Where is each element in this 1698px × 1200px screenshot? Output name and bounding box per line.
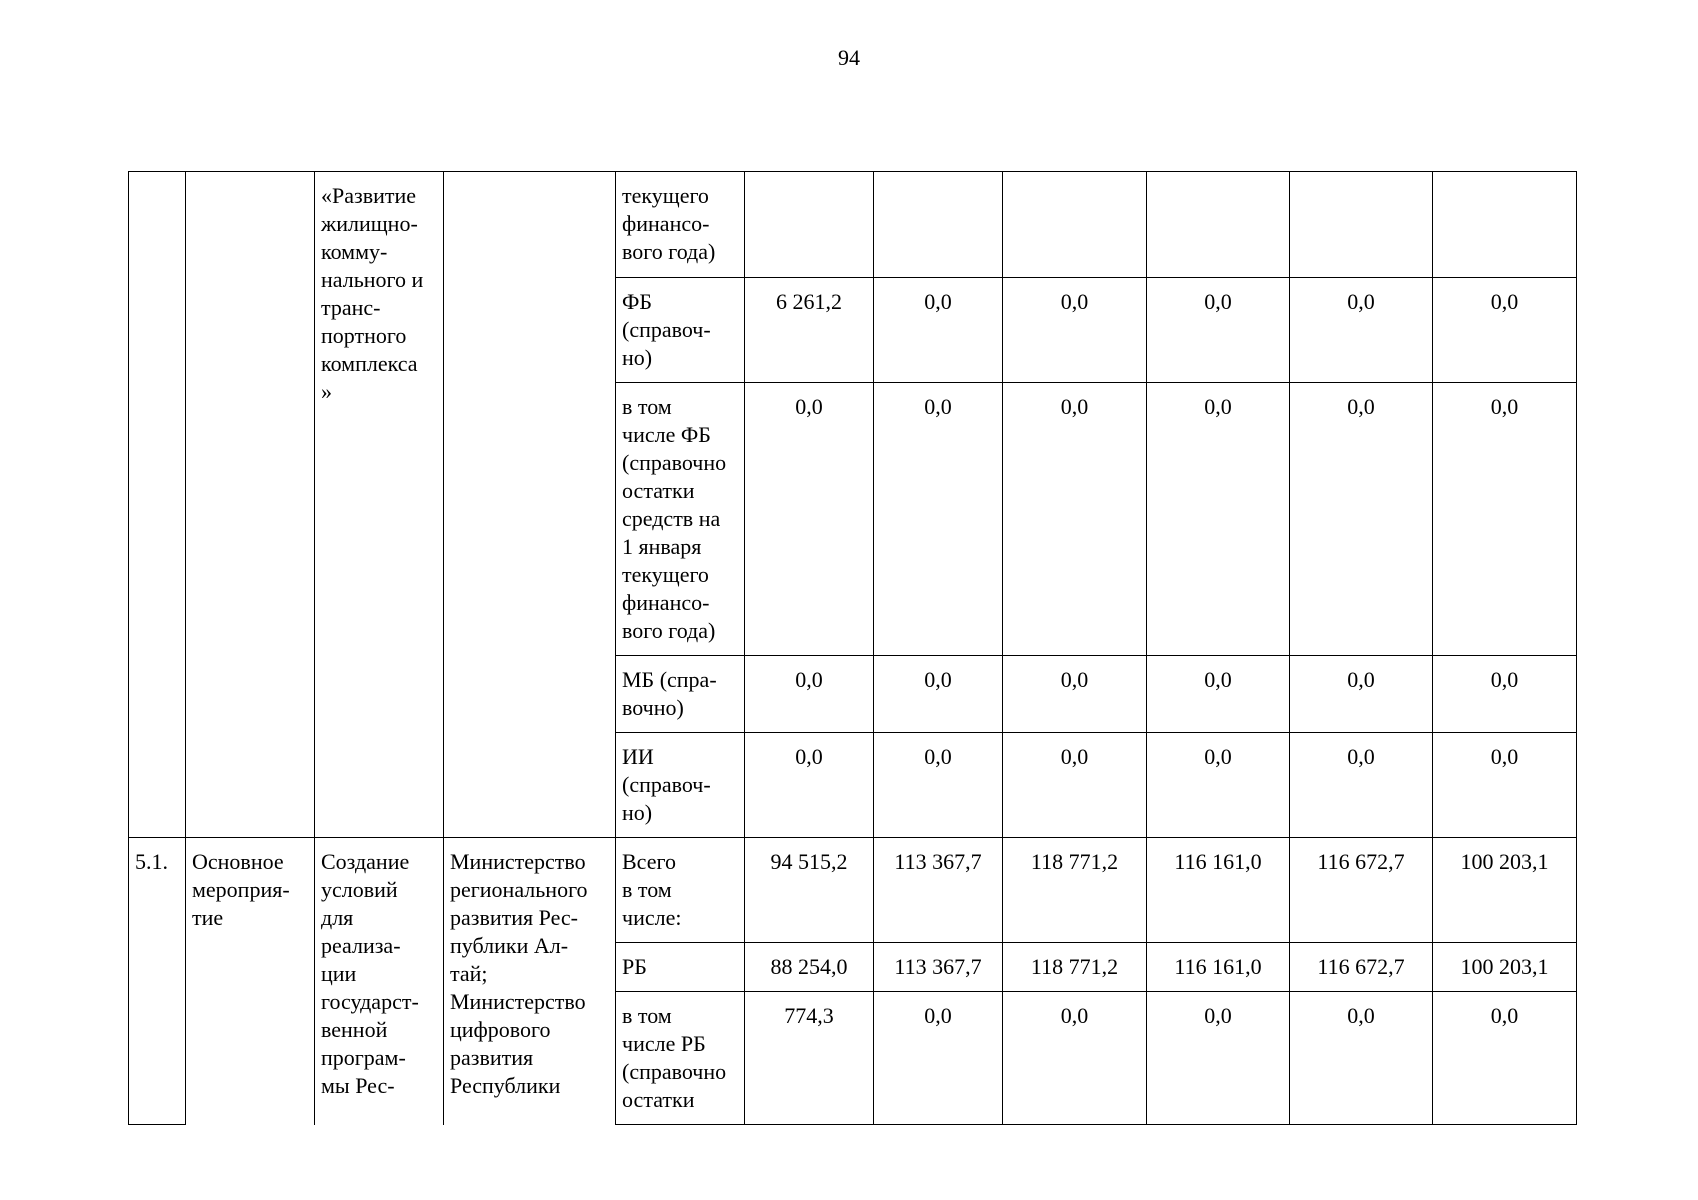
- value-cell: 0,0: [745, 733, 874, 838]
- value-cell: 774,3: [745, 992, 874, 1125]
- value-cell: 100 203,1: [1433, 943, 1577, 992]
- value-cell: 0,0: [1433, 992, 1577, 1125]
- budget-table: [128, 171, 1577, 1125]
- value-cell: 0,0: [874, 656, 1003, 733]
- program-name-cell: «Развитие жилищно- комму- нального и транс- портного комплекса »: [315, 172, 444, 838]
- value-cell: [745, 172, 874, 278]
- value-cell: 0,0: [1433, 383, 1577, 656]
- value-cell: 0,0: [1290, 656, 1433, 733]
- value-cell: [1433, 172, 1577, 278]
- executor-cell: [444, 172, 616, 838]
- value-cell: 0,0: [745, 656, 874, 733]
- value-cell: 116 161,0: [1147, 838, 1290, 943]
- value-cell: [874, 172, 1003, 278]
- value-cell: 113 367,7: [874, 943, 1003, 992]
- value-cell: 0,0: [1147, 733, 1290, 838]
- value-cell: 0,0: [1147, 278, 1290, 383]
- value-cell: 0,0: [874, 278, 1003, 383]
- value-cell: 6 261,2: [745, 278, 874, 383]
- funding-source-cell: текущего финансо- вого года): [616, 172, 745, 278]
- value-cell: 0,0: [1433, 656, 1577, 733]
- value-cell: 0,0: [1003, 278, 1147, 383]
- value-cell: 116 672,7: [1290, 943, 1433, 992]
- value-cell: 0,0: [1290, 733, 1433, 838]
- table-row: [129, 172, 1577, 278]
- funding-source-cell: ФБ (справоч- но): [616, 278, 745, 383]
- value-cell: 0,0: [1003, 383, 1147, 656]
- value-cell: 0,0: [1433, 733, 1577, 838]
- value-cell: 0,0: [1433, 278, 1577, 383]
- value-cell: 118 771,2: [1003, 943, 1147, 992]
- number-cell: [129, 172, 186, 838]
- value-cell: 0,0: [1290, 383, 1433, 656]
- value-cell: 0,0: [1290, 992, 1433, 1125]
- page-number: 94: [838, 45, 860, 70]
- value-cell: 0,0: [1003, 656, 1147, 733]
- item-number-cell: 5.1.: [129, 838, 186, 1125]
- item-executor-cell: Министерство регионального развития Рес- публики Ал- тай; Министерство цифрового развития Республики: [444, 838, 616, 1125]
- funding-source-cell: ИИ (справоч- но): [616, 733, 745, 838]
- funding-source-cell: Всего в том числе:: [616, 838, 745, 943]
- value-cell: 118 771,2: [1003, 838, 1147, 943]
- value-cell: 0,0: [874, 992, 1003, 1125]
- table-row: [129, 838, 1577, 943]
- value-cell: 0,0: [1147, 656, 1290, 733]
- value-cell: 0,0: [1290, 278, 1433, 383]
- value-cell: 94 515,2: [745, 838, 874, 943]
- value-cell: 0,0: [1003, 733, 1147, 838]
- value-cell: 113 367,7: [874, 838, 1003, 943]
- value-cell: [1147, 172, 1290, 278]
- funding-source-cell: в том числе ФБ (справочно остатки средств на 1 января текущего финансо- вого года): [616, 383, 745, 656]
- funding-source-cell: в том числе РБ (справочно остатки: [616, 992, 745, 1125]
- funding-source-cell: РБ: [616, 943, 745, 992]
- value-cell: 100 203,1: [1433, 838, 1577, 943]
- value-cell: 0,0: [1147, 383, 1290, 656]
- value-cell: [1290, 172, 1433, 278]
- funding-source-cell: МБ (спра- вочно): [616, 656, 745, 733]
- value-cell: 116 161,0: [1147, 943, 1290, 992]
- value-cell: 116 672,7: [1290, 838, 1433, 943]
- value-cell: 0,0: [745, 383, 874, 656]
- item-type-cell: Основное мероприя- тие: [186, 838, 315, 1125]
- item-name-cell: Создание условий для реализа- ции государст- венной програм- мы Рес-: [315, 838, 444, 1125]
- type-cell: [186, 172, 315, 838]
- value-cell: 0,0: [1147, 992, 1290, 1125]
- value-cell: 0,0: [874, 383, 1003, 656]
- value-cell: 88 254,0: [745, 943, 874, 992]
- value-cell: 0,0: [874, 733, 1003, 838]
- value-cell: [1003, 172, 1147, 278]
- value-cell: 0,0: [1003, 992, 1147, 1125]
